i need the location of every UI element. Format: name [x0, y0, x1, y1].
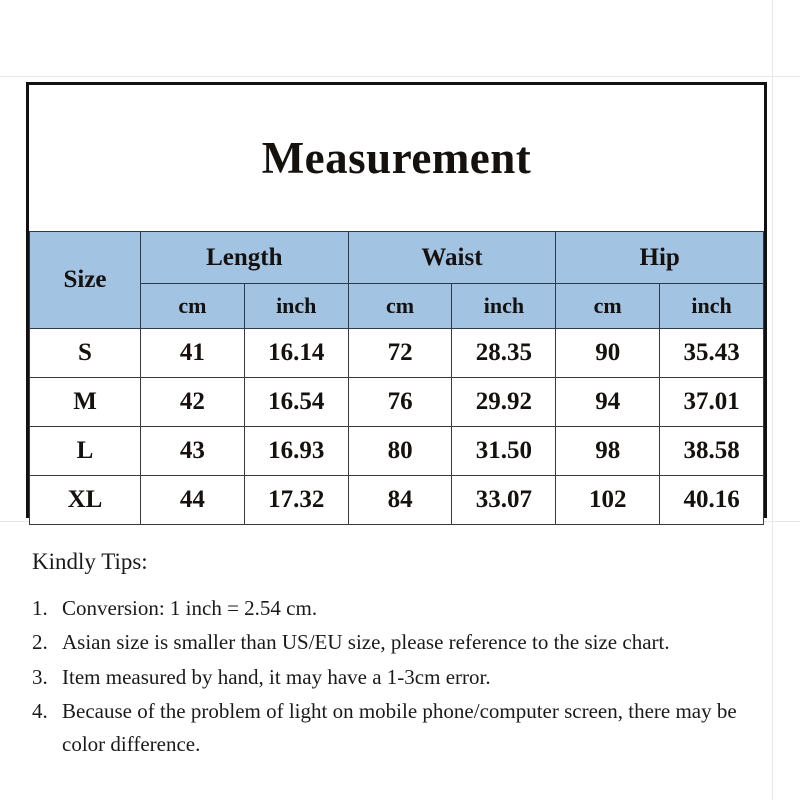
column-header-hip: Hip [556, 232, 764, 284]
cell-hip-inch: 40.16 [660, 476, 764, 525]
cell-length-cm: 43 [141, 427, 245, 476]
list-item-text: Because of the problem of light on mobile phone/computer screen, there may be color difference. [62, 699, 737, 756]
cell-waist-cm: 80 [348, 427, 452, 476]
column-header-waist-cm: cm [348, 284, 452, 329]
kindly-tips-section [32, 548, 772, 762]
kindly-tips-heading: Kindly Tips: [32, 549, 148, 574]
table-row [30, 427, 764, 476]
page-title: Measurement [261, 132, 532, 183]
column-header-length-inch: inch [244, 284, 348, 329]
cell-hip-inch: 35.43 [660, 329, 764, 378]
cell-hip-inch: 37.01 [660, 378, 764, 427]
cell-waist-inch: 29.92 [452, 378, 556, 427]
table-header [30, 232, 764, 329]
cell-length-cm: 41 [141, 329, 245, 378]
size-table [29, 231, 764, 525]
cell-size: M [30, 378, 141, 427]
cell-length-inch: 17.32 [244, 476, 348, 525]
column-header-waist-inch: inch [452, 284, 556, 329]
cell-hip-cm: 94 [556, 378, 660, 427]
page-guide-line-right [772, 0, 773, 800]
list-item-text: Item measured by hand, it may have a 1-3cm error. [62, 664, 491, 689]
list-item-number: 1. [32, 595, 48, 620]
table-header-row-groups [30, 232, 764, 284]
table-row [30, 378, 764, 427]
list-item [32, 626, 772, 659]
cell-waist-inch: 28.35 [452, 329, 556, 378]
column-header-length: Length [141, 232, 349, 284]
cell-length-inch: 16.54 [244, 378, 348, 427]
cell-waist-cm: 76 [348, 378, 452, 427]
cell-size: XL [30, 476, 141, 525]
cell-size: L [30, 427, 141, 476]
cell-hip-inch: 38.58 [660, 427, 764, 476]
list-item [32, 661, 772, 694]
cell-waist-inch: 31.50 [452, 427, 556, 476]
page-guide-line-top [0, 76, 800, 77]
list-item [32, 695, 772, 760]
list-item [32, 592, 772, 625]
table-header-row-units [30, 284, 764, 329]
title-area [29, 85, 764, 231]
cell-length-cm: 44 [141, 476, 245, 525]
list-item-text: Asian size is smaller than US/EU size, please reference to the size chart. [62, 630, 670, 655]
cell-hip-cm: 90 [556, 329, 660, 378]
column-header-size: Size [30, 232, 141, 329]
table-body [30, 329, 764, 525]
column-header-waist: Waist [348, 232, 556, 284]
column-header-length-cm: cm [141, 284, 245, 329]
cell-hip-cm: 102 [556, 476, 660, 525]
cell-length-inch: 16.14 [244, 329, 348, 378]
cell-length-inch: 16.93 [244, 427, 348, 476]
cell-hip-cm: 98 [556, 427, 660, 476]
kindly-tips-list [32, 592, 772, 761]
cell-waist-cm: 84 [348, 476, 452, 525]
column-header-hip-inch: inch [660, 284, 764, 329]
list-item-text: Conversion: 1 inch = 2.54 cm. [62, 595, 318, 620]
cell-waist-inch: 33.07 [452, 476, 556, 525]
table-row [30, 329, 764, 378]
list-item-number: 2. [32, 630, 48, 655]
cell-waist-cm: 72 [348, 329, 452, 378]
cell-size: S [30, 329, 141, 378]
table-row [30, 476, 764, 525]
cell-length-cm: 42 [141, 378, 245, 427]
measurement-chart [26, 82, 767, 518]
list-item-number: 4. [32, 699, 48, 724]
list-item-number: 3. [32, 664, 48, 689]
column-header-hip-cm: cm [556, 284, 660, 329]
